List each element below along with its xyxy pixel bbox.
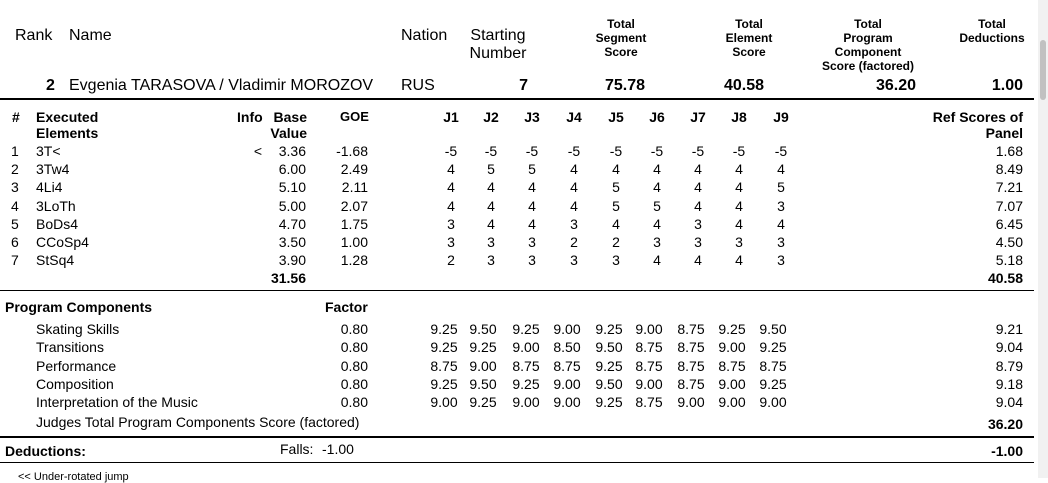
- judge-header-6: J6: [649, 109, 665, 125]
- judge-2-goe: -5: [484, 143, 498, 159]
- judge-5-goe: 3: [612, 252, 620, 269]
- judge-5-component-score: 9.25: [595, 357, 623, 374]
- element-base-value: 6.00: [278, 161, 306, 178]
- rank-header: Rank: [15, 27, 53, 44]
- judge-8-goe: 4: [735, 252, 743, 269]
- element-number: 1: [11, 143, 19, 159]
- element-ref-score: 7.07: [995, 197, 1023, 214]
- judge-5-component-score: 9.25: [595, 394, 623, 411]
- judge-5-component-score: 9.50: [595, 375, 623, 392]
- component-factor: 0.80: [340, 357, 368, 374]
- judge-3-component-score: 9.25: [512, 321, 540, 337]
- judge-header-5: J5: [608, 109, 624, 125]
- judge-header-1: J1: [443, 109, 459, 125]
- judge-6-goe: 3: [653, 234, 661, 250]
- judge-header-3: J3: [524, 109, 540, 125]
- judge-4-goe: -5: [567, 143, 581, 159]
- component-score: 9.04: [995, 394, 1023, 411]
- judge-1-goe: 4: [447, 161, 455, 178]
- component-name: Interpretation of the Music: [36, 394, 198, 411]
- skater-tes: 40.58: [723, 77, 764, 94]
- skater-rank: 2: [46, 77, 55, 94]
- base-value-total: 31.56: [270, 270, 306, 286]
- footnote: << Under-rotated jump: [18, 471, 129, 483]
- judge-8-component-score: 9.00: [718, 394, 746, 411]
- element-name: CCoSp4: [36, 234, 89, 250]
- element-base-value: 3.50: [278, 234, 306, 250]
- component-row: [0, 358, 1034, 376]
- starting-number-header: Starting Number: [469, 27, 527, 62]
- judge-3-goe: 4: [528, 215, 536, 232]
- judge-2-component-score: 9.50: [469, 375, 497, 392]
- judge-9-goe: 3: [777, 234, 785, 250]
- judge-5-goe: -5: [609, 143, 623, 159]
- judge-1-goe: 4: [447, 179, 455, 196]
- executed-elements-header: Executed Elements: [36, 109, 99, 141]
- judge-3-goe: 3: [528, 234, 536, 250]
- skater-nation: RUS: [401, 77, 435, 94]
- judge-8-component-score: 9.25: [718, 321, 746, 337]
- judge-8-goe: 4: [735, 179, 743, 196]
- judge-8-goe: 4: [735, 215, 743, 232]
- judge-5-goe: 4: [612, 161, 620, 178]
- element-row: [0, 161, 1034, 179]
- element-name: 3LoTh: [36, 197, 76, 214]
- judge-2-component-score: 9.25: [469, 339, 497, 356]
- skater-deductions: 1.00: [991, 77, 1023, 94]
- judge-1-goe: 2: [447, 252, 455, 269]
- judge-9-component-score: 9.00: [759, 394, 787, 411]
- ref-scores-total: 40.58: [987, 270, 1023, 286]
- judge-9-component-score: 9.25: [759, 339, 787, 356]
- skater-starting-number: 7: [519, 77, 528, 94]
- tss-header: Total Segment Score: [595, 17, 647, 59]
- divider: [0, 436, 1034, 438]
- judge-9-goe: 5: [777, 179, 785, 196]
- judge-header-8: J8: [731, 109, 747, 125]
- judge-9-goe: 4: [777, 161, 785, 178]
- judge-9-goe: -5: [774, 143, 788, 159]
- element-row: [0, 216, 1034, 234]
- judge-3-component-score: 9.00: [512, 394, 540, 411]
- judge-9-goe: 4: [777, 215, 785, 232]
- element-base-value: 4.70: [278, 215, 306, 232]
- judge-4-goe: 2: [570, 234, 578, 250]
- judge-1-goe: 4: [447, 197, 455, 214]
- judge-4-component-score: 8.50: [553, 339, 581, 356]
- element-name: 4Li4: [36, 179, 63, 196]
- judge-6-goe: 4: [653, 252, 661, 269]
- component-factor: 0.80: [340, 394, 368, 411]
- judge-1-goe: 3: [447, 215, 455, 232]
- judge-9-component-score: 8.75: [759, 357, 787, 374]
- judge-4-goe: 4: [570, 197, 578, 214]
- judge-3-component-score: 9.00: [512, 339, 540, 356]
- judge-5-component-score: 9.25: [595, 321, 623, 337]
- judge-7-component-score: 8.75: [677, 375, 705, 392]
- judge-7-goe: -5: [691, 143, 705, 159]
- judge-8-goe: 4: [735, 197, 743, 214]
- element-ref-score: 7.21: [995, 179, 1023, 196]
- judge-2-component-score: 9.50: [469, 321, 497, 337]
- component-row: [0, 339, 1034, 357]
- judge-7-component-score: 8.75: [677, 339, 705, 356]
- element-goe: 1.28: [340, 252, 368, 269]
- judge-5-goe: 5: [612, 197, 620, 214]
- judge-2-component-score: 9.25: [469, 394, 497, 411]
- pcs-total-label: Judges Total Program Components Score (factored): [36, 414, 360, 430]
- judge-3-goe: 5: [528, 161, 536, 178]
- judge-1-goe: 3: [447, 234, 455, 250]
- element-row: [0, 252, 1034, 270]
- judge-1-component-score: 9.25: [430, 321, 458, 337]
- judge-7-goe: 4: [694, 252, 702, 269]
- judge-5-goe: 2: [612, 234, 620, 250]
- element-name: BoDs4: [36, 215, 79, 232]
- judge-2-goe: 4: [487, 179, 495, 196]
- judge-6-goe: 4: [653, 179, 661, 196]
- component-row: [0, 394, 1034, 412]
- judge-1-component-score: 9.25: [430, 339, 458, 356]
- judge-2-goe: 5: [487, 161, 495, 178]
- component-row: [0, 376, 1034, 394]
- judge-6-component-score: 8.75: [635, 339, 663, 356]
- element-number: 2: [11, 161, 19, 178]
- judge-7-goe: 3: [694, 234, 702, 250]
- judge-5-goe: 4: [612, 215, 620, 232]
- deductions-total: -1.00: [991, 443, 1023, 459]
- element-name: StSq4: [36, 252, 75, 269]
- element-row: [0, 143, 1034, 161]
- element-ref-score: 5.18: [995, 252, 1023, 269]
- judge-4-goe: 3: [570, 215, 578, 232]
- component-score: 8.79: [995, 357, 1023, 374]
- element-goe: 2.49: [340, 161, 368, 178]
- component-factor: 0.80: [340, 339, 368, 356]
- judge-9-component-score: 9.25: [759, 375, 787, 392]
- judge-2-goe: 3: [487, 252, 495, 269]
- program-components-header: Program Components: [5, 299, 153, 315]
- judge-1-component-score: 9.00: [430, 394, 458, 411]
- ref-scores-header: Ref Scores of Panel: [932, 109, 1023, 141]
- component-row: [0, 321, 1034, 339]
- judge-7-component-score: 8.75: [677, 357, 705, 374]
- element-number: 5: [11, 215, 19, 232]
- component-name: Performance: [36, 357, 117, 374]
- divider: [0, 290, 1034, 291]
- element-number: 6: [11, 234, 19, 250]
- judge-6-component-score: 9.00: [635, 375, 663, 392]
- skater-tss: 75.78: [604, 77, 645, 94]
- judge-4-goe: 4: [570, 161, 578, 178]
- element-goe: -1.68: [336, 143, 368, 159]
- element-ref-score: 1.68: [995, 143, 1023, 159]
- element-base-value: 5.00: [278, 197, 306, 214]
- element-base-value: 3.90: [278, 252, 306, 269]
- judge-3-component-score: 9.25: [512, 375, 540, 392]
- judge-8-goe: 4: [735, 161, 743, 178]
- element-base-value: 3.36: [278, 143, 306, 159]
- component-score: 9.04: [995, 339, 1023, 356]
- judge-1-component-score: 8.75: [430, 357, 458, 374]
- judge-3-goe: 4: [528, 179, 536, 196]
- judge-header-4: J4: [566, 109, 582, 125]
- judge-2-goe: 3: [487, 234, 495, 250]
- judge-6-goe: -5: [650, 143, 664, 159]
- judge-7-goe: 4: [694, 161, 702, 178]
- judge-6-goe: 4: [653, 215, 661, 232]
- divider: [0, 462, 1034, 463]
- judge-7-goe: 3: [694, 215, 702, 232]
- judge-4-component-score: 9.00: [553, 375, 581, 392]
- judge-6-goe: 4: [653, 161, 661, 178]
- judge-7-goe: 4: [694, 197, 702, 214]
- judge-7-component-score: 9.00: [677, 394, 705, 411]
- judge-8-goe: 3: [735, 234, 743, 250]
- judge-1-component-score: 9.25: [430, 375, 458, 392]
- judge-8-goe: -5: [732, 143, 746, 159]
- judge-2-goe: 4: [487, 215, 495, 232]
- component-score: 9.18: [995, 375, 1023, 392]
- judge-8-component-score: 9.00: [718, 375, 746, 392]
- judge-2-goe: 4: [487, 197, 495, 214]
- element-goe: 2.11: [341, 179, 368, 196]
- scrollbar-thumb[interactable]: [1040, 40, 1046, 100]
- component-factor: 0.80: [340, 321, 368, 337]
- judge-header-2: J2: [483, 109, 499, 125]
- element-row: [0, 179, 1034, 197]
- judge-3-goe: 3: [528, 252, 536, 269]
- judge-4-component-score: 9.00: [553, 321, 581, 337]
- element-num-header: #: [12, 109, 20, 125]
- goe-header: GOE: [340, 109, 369, 124]
- judge-9-component-score: 9.50: [759, 321, 787, 337]
- element-name: 3Tw4: [36, 161, 70, 178]
- judge-7-goe: 4: [694, 179, 702, 196]
- element-row: [0, 198, 1034, 216]
- base-value-header: Base Value: [270, 109, 307, 141]
- element-info: <: [253, 143, 263, 159]
- judge-6-component-score: 8.75: [635, 394, 663, 411]
- tes-header: Total Element Score: [725, 17, 773, 59]
- skater-pcs: 36.20: [875, 77, 916, 94]
- factor-header: Factor: [325, 299, 368, 315]
- deductions-label: Deductions:: [5, 443, 86, 459]
- element-ref-score: 6.45: [995, 215, 1023, 232]
- element-goe: 1.00: [340, 234, 368, 250]
- element-ref-score: 8.49: [995, 161, 1023, 178]
- judge-5-component-score: 9.50: [595, 339, 623, 356]
- falls-label: Falls:: [280, 441, 314, 457]
- skater-name: Evgenia TARASOVA / Vladimir MOROZOV: [69, 77, 374, 94]
- element-number: 3: [11, 179, 19, 196]
- component-name: Skating Skills: [36, 321, 120, 337]
- judge-4-component-score: 9.00: [553, 394, 581, 411]
- element-number: 4: [11, 197, 19, 214]
- component-name: Composition: [36, 375, 114, 392]
- judge-header-9: J9: [773, 109, 789, 125]
- judge-header-7: J7: [690, 109, 706, 125]
- judge-3-goe: -5: [525, 143, 539, 159]
- element-name: 3T<: [36, 143, 61, 159]
- falls-value: -1.00: [322, 441, 354, 457]
- judge-2-component-score: 9.00: [469, 357, 497, 374]
- element-number: 7: [11, 252, 19, 269]
- name-header: Name: [69, 27, 112, 44]
- judge-8-component-score: 8.75: [718, 357, 746, 374]
- judge-5-goe: 5: [612, 179, 620, 196]
- element-base-value: 5.10: [278, 179, 306, 196]
- pcs-total-value: 36.20: [987, 416, 1023, 432]
- element-ref-score: 4.50: [995, 234, 1023, 250]
- pcs-header: Total Program Component Score (factored): [821, 17, 915, 73]
- judge-3-component-score: 8.75: [512, 357, 540, 374]
- component-score: 9.21: [995, 321, 1023, 337]
- judge-3-goe: 4: [528, 197, 536, 214]
- judge-4-component-score: 8.75: [553, 357, 581, 374]
- judge-9-goe: 3: [777, 197, 785, 214]
- nation-header: Nation: [401, 27, 448, 44]
- element-row: [0, 234, 1034, 252]
- component-factor: 0.80: [340, 375, 368, 392]
- deductions-header: Total Deductions: [959, 17, 1025, 45]
- component-name: Transitions: [36, 339, 104, 356]
- element-goe: 2.07: [340, 197, 368, 214]
- judge-6-component-score: 8.75: [635, 357, 663, 374]
- judge-8-component-score: 9.00: [718, 339, 746, 356]
- judge-4-goe: 4: [570, 179, 578, 196]
- info-header: Info: [237, 109, 263, 125]
- judge-6-component-score: 9.00: [635, 321, 663, 337]
- judge-9-goe: 3: [777, 252, 785, 269]
- divider: [0, 98, 1034, 100]
- judge-6-goe: 5: [653, 197, 661, 214]
- element-goe: 1.75: [340, 215, 368, 232]
- judge-1-goe: -5: [444, 143, 458, 159]
- judge-4-goe: 3: [570, 252, 578, 269]
- judge-7-component-score: 8.75: [677, 321, 705, 337]
